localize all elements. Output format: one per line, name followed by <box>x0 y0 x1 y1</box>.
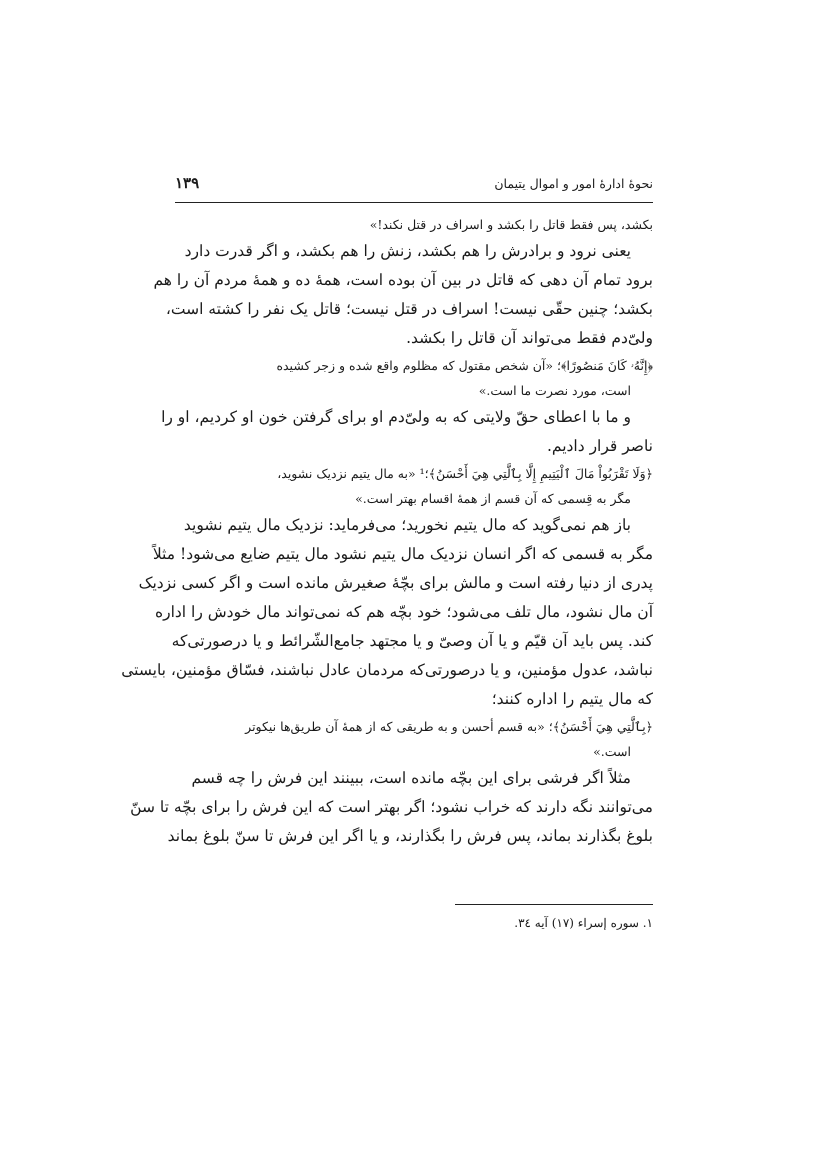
page-number: ۱۳۹ <box>175 174 200 192</box>
verse-quote-line: است، مورد نصرت ما است.» <box>478 383 631 398</box>
verse-quote-line: است.» <box>593 744 631 759</box>
paragraph-line: مگر به قسمی که اگر انسان نزدیک مال یتیم نشود مال یتیم ضایع می‌شود! مثلاً <box>152 545 653 563</box>
paragraph-line: یعنی نرود و برادرش را هم بکشد، زنش را هم بکشد، و اگر قدرت دارد <box>184 242 631 260</box>
footnote-divider <box>455 904 653 905</box>
running-title: نحوهٔ ادارهٔ امور و اموال یتیمان <box>494 176 653 191</box>
paragraph-line: ناصر قرار دادیم. <box>546 437 653 455</box>
paragraph-line: پدری از دنیا رفته است و مالش برای بچّهٔ صغیرش مانده است و اگر کسی نزدیک <box>138 574 653 592</box>
quote-continuation: بکشد، پس فقط قاتل را بکشد و اسراف در قتل نکند!» <box>369 217 653 232</box>
verse-quote-line: ﴿إِنَّهُۥ كَانَ مَنصُورًا﴾؛ «آن شخص مقتول که مظلوم واقع شده و زجر کشیده <box>276 358 653 373</box>
verse-quote-line: مگر به قِسمی که آن قسم از همهٔ اقسام بهتر است.» <box>355 491 631 506</box>
header-divider <box>175 202 653 203</box>
paragraph-line: کند. پس باید آن قیّم و یا آن وصیّ و یا مجتهد جامع‌الشّرائط و یا درصورتی‌که <box>171 632 653 650</box>
paragraph-line: که مال یتیم را اداره کنند؛ <box>491 690 653 708</box>
paragraph-line: می‌توانند نگه دارند که خراب نشود؛ اگر بهتر است که این فرش را برای بچّه تا سنّ <box>130 798 653 816</box>
paragraph-line: مثلاً اگر فرشی برای این بچّه مانده است، ببینند این فرش را چه قسم <box>191 769 631 787</box>
paragraph-line: و ما با اعطای حقّ ولایتی که به ولیّ‌دم او برای گرفتن خون او کردیم، او را <box>161 408 631 426</box>
verse-quote-line: ﴿بِٱلَّتِي هِيَ أَحْسَنُ﴾؛ «به قسم أحسن و به طریقی که از همهٔ آن طریق‌ها نیکوتر <box>245 719 653 734</box>
footnote: ۱. سوره إسراء (۱۷) آیه ۳٤. <box>514 916 653 930</box>
paragraph-line: آن مال نشود، مال تلف می‌شود؛ خود بچّه هم که نمی‌تواند مال خودش را اداره <box>154 603 653 621</box>
paragraph-line: باز هم نمی‌گوید که مال یتیم نخورید؛ می‌فرماید: نزدیک مال یتیم نشوید <box>183 516 631 534</box>
paragraph-line: بلوغ بگذارند بماند، پس فرش را بگذارند، و یا اگر این فرش تا سنّ بلوغ بماند <box>167 827 653 845</box>
paragraph-line: نباشد، عدول مؤمنین، و یا درصورتی‌که مردمان عادل نباشند، فسّاق مؤمنین، بایستی <box>121 661 653 679</box>
page-header <box>175 172 653 198</box>
paragraph-line: برود تمام آن دهی که قاتل در بین آن بوده است، همهٔ ده و همهٔ مردم آن را هم <box>153 271 653 289</box>
paragraph-line: ولیّ‌دم فقط می‌تواند آن قاتل را بکشد. <box>406 329 653 347</box>
verse-quote-line: ﴿وَلَا تَقْرَبُواْ مَالَ ٱلْيَتِيمِ إِلَّا بِٱلَّتِي هِيَ أَحْسَنُ﴾؛¹ «به مال یتیم نزدیک نشوید، <box>277 466 653 481</box>
body-text <box>121 212 653 851</box>
paragraph-line: بکشد؛ چنین حقّی نیست! اسراف در قتل نیست؛ قاتل یک نفر را کشته است، <box>165 300 653 318</box>
